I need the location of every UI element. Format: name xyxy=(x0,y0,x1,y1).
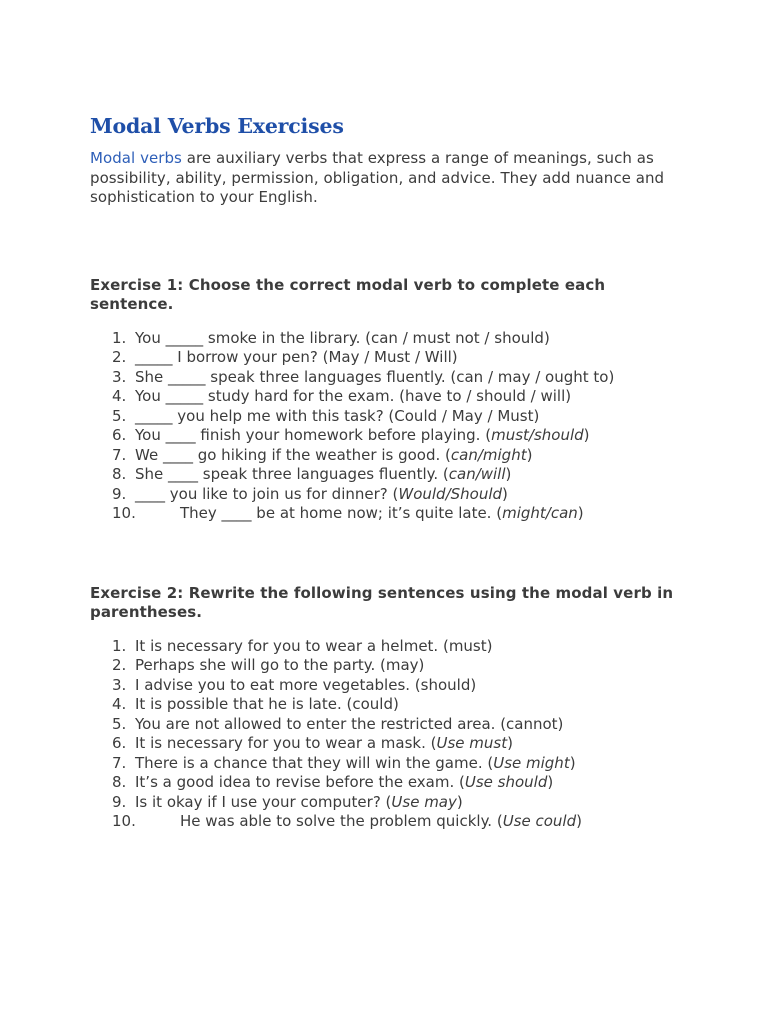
item-number: 7. xyxy=(112,445,127,464)
item-hint: Use could xyxy=(502,812,577,830)
item-text: _____ you help me with this task? (Could / May / Must) xyxy=(135,406,540,425)
list-item xyxy=(90,715,690,735)
list-item xyxy=(90,446,690,466)
list-item xyxy=(90,465,690,485)
list-item xyxy=(90,812,690,832)
item-text: It is necessary for you to wear a helmet. (must) xyxy=(135,636,493,655)
list-item xyxy=(90,387,690,407)
intro-text: are auxiliary verbs that express a range of meanings, such as possibility, ability, permission, obligation, and advice. They add nuance and sophistication to your English. xyxy=(90,149,665,206)
list-item xyxy=(90,485,690,505)
exercise-2-heading: Exercise 2: Rewrite the following sentences using the modal verb in parentheses. xyxy=(90,583,674,621)
item-hint: might/can xyxy=(502,504,578,522)
item-text: It’s a good idea to revise before the exam. ( xyxy=(135,773,465,791)
list-item xyxy=(90,504,690,524)
item-text: You _____ smoke in the library. (can / must not / should) xyxy=(135,328,550,347)
item-number: 3. xyxy=(112,367,127,386)
item-text: It is possible that he is late. (could) xyxy=(135,695,399,713)
item-text: You ____ finish your homework before playing. ( xyxy=(135,426,492,444)
document-page xyxy=(90,112,690,832)
item-text-end: ) xyxy=(547,773,554,791)
item-text: She _____ speak three languages fluently. (can / may / ought to) xyxy=(135,367,615,386)
item-hint: Use might xyxy=(493,753,570,772)
item-number: 8. xyxy=(112,465,127,483)
list-item xyxy=(90,734,690,754)
item-text: He was able to solve the problem quickly. ( xyxy=(180,812,503,830)
list-item xyxy=(90,407,690,427)
list-item xyxy=(90,754,690,774)
item-text: Is it okay if I use your computer? ( xyxy=(135,792,392,811)
item-text-end: ) xyxy=(569,753,576,772)
list-item xyxy=(90,426,690,446)
item-number: 2. xyxy=(112,656,127,674)
item-number: 3. xyxy=(112,675,127,694)
item-text: There is a chance that they will win the game. ( xyxy=(135,753,494,772)
item-text-end: ) xyxy=(526,445,533,464)
list-item xyxy=(90,656,690,676)
item-text-end: ) xyxy=(577,504,584,522)
modal-verbs-link[interactable]: Modal verbs xyxy=(90,149,182,167)
item-number: 5. xyxy=(112,714,127,733)
item-hint: must/should xyxy=(491,426,584,444)
item-text-end: ) xyxy=(576,812,582,830)
item-text: You are not allowed to enter the restricted area. (cannot) xyxy=(135,714,564,733)
exercise-1-list xyxy=(90,329,690,524)
exercise-1-heading: Exercise 1: Choose the correct modal verb to complete each sentence. xyxy=(90,275,606,313)
list-item xyxy=(90,329,690,349)
item-text: It is necessary for you to wear a mask. ( xyxy=(135,734,437,752)
list-item xyxy=(90,637,690,657)
list-item xyxy=(90,773,690,793)
item-text: We ____ go hiking if the weather is good. ( xyxy=(135,445,451,464)
item-text-end: ) xyxy=(583,426,590,444)
item-text-end: ) xyxy=(507,734,513,752)
item-number: 8. xyxy=(112,773,127,791)
item-text: You _____ study hard for the exam. (have to / should / will) xyxy=(135,387,572,405)
list-item xyxy=(90,695,690,715)
item-number: 10. xyxy=(112,812,136,830)
page-title: Modal Verbs Exercises xyxy=(90,114,344,138)
item-number: 9. xyxy=(112,484,127,503)
item-number: 2. xyxy=(112,348,127,366)
intro-paragraph xyxy=(90,149,690,208)
item-number: 9. xyxy=(112,792,127,811)
item-hint: Use should xyxy=(464,773,548,791)
item-text: She ____ speak three languages fluently. ( xyxy=(135,465,449,483)
item-number: 4. xyxy=(112,387,127,405)
item-hint: Use may xyxy=(391,792,457,811)
item-number: 4. xyxy=(112,695,127,713)
item-hint: Use must xyxy=(436,734,508,752)
item-text: ____ you like to join us for dinner? ( xyxy=(135,484,399,503)
item-hint: can/will xyxy=(448,465,506,483)
item-number: 1. xyxy=(112,636,127,655)
item-text: Perhaps she will go to the party. (may) xyxy=(135,656,425,674)
list-item xyxy=(90,793,690,813)
item-number: 7. xyxy=(112,753,127,772)
item-number: 6. xyxy=(112,426,127,444)
exercise-2-list xyxy=(90,637,690,832)
item-hint: can/might xyxy=(450,445,527,464)
item-text: They ____ be at home now; it’s quite late. ( xyxy=(180,504,503,522)
item-text: _____ I borrow your pen? (May / Must / Will) xyxy=(135,348,458,366)
item-text-end: ) xyxy=(502,484,508,503)
item-text-end: ) xyxy=(505,465,512,483)
item-number: 6. xyxy=(112,734,127,752)
item-hint: Would/Should xyxy=(398,484,503,503)
item-number: 5. xyxy=(112,406,127,425)
item-text-end: ) xyxy=(456,792,463,811)
item-text: I advise you to eat more vegetables. (should) xyxy=(135,675,477,694)
list-item xyxy=(90,368,690,388)
item-number: 10. xyxy=(112,504,136,522)
list-item xyxy=(90,348,690,368)
list-item xyxy=(90,676,690,696)
item-number: 1. xyxy=(112,328,127,347)
